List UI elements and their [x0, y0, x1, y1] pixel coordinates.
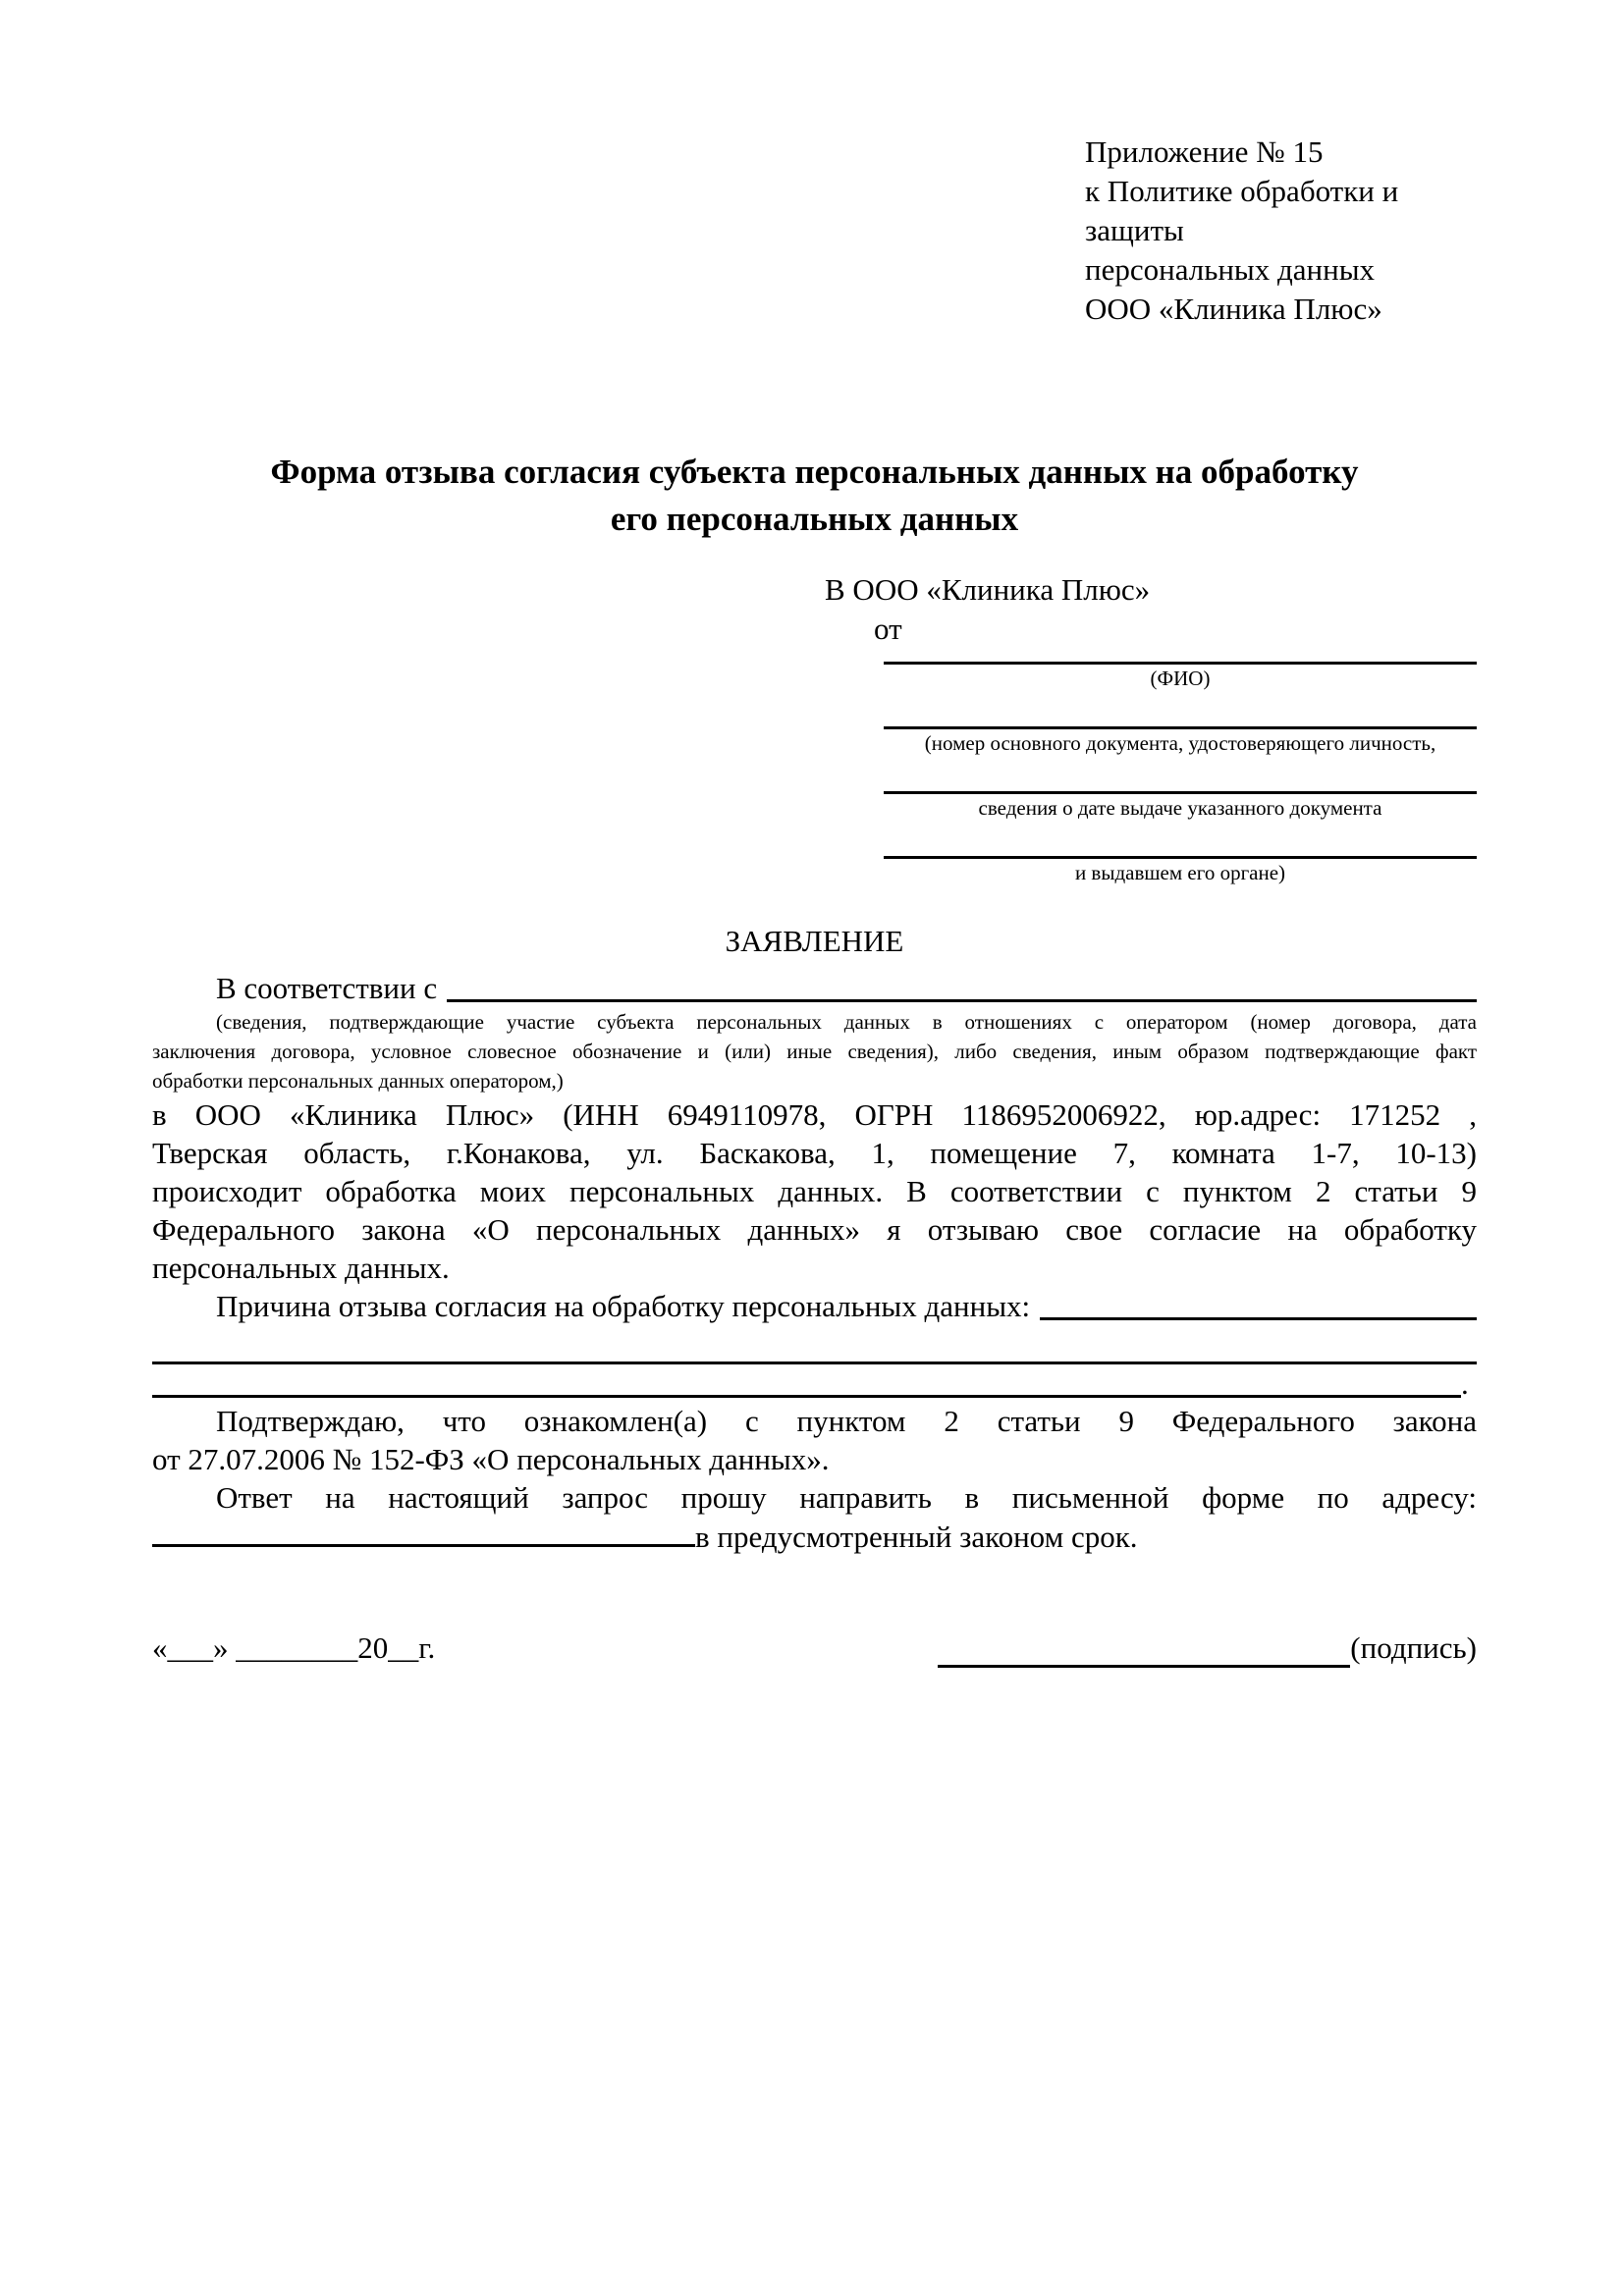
reason-blank-line-3 [152, 1364, 1477, 1401]
body-line-4: Федерального закона «О персональных данных» я отзываю свое согласие на обработку [152, 1212, 1477, 1247]
reason-prefix: Причина отзыва согласия на обработку персональных данных: [216, 1289, 1031, 1323]
issue-date-blank-line [884, 778, 1477, 794]
body-line-5: персональных данных. [152, 1251, 450, 1285]
statement-heading: ЗАЯВЛЕНИЕ [725, 924, 904, 958]
intro-row [152, 969, 1477, 1007]
appendix-header-line-2: к Политике обработки и защиты [1085, 174, 1399, 247]
document-title-line-1: Форма отзыва согласия субъекта персональных данных на обработку [270, 453, 1359, 491]
reply-line-2 [152, 1517, 1477, 1556]
reason-blank-line [1040, 1317, 1477, 1320]
appendix-header [1085, 133, 1477, 329]
footnote-line-2: заключения договора, условное словесное обозначение и (или) иные сведения), либо сведения, иным образом подтверждающие факт [152, 1040, 1477, 1063]
footnote-line-3: обработки персональных данных оператором,) [152, 1069, 564, 1093]
issue-date-field-label: сведения о дате выдаче указанного документа [978, 796, 1382, 820]
reason-row [152, 1287, 1477, 1325]
addressee-block [673, 570, 1477, 886]
signature-area [938, 1629, 1477, 1668]
document-title-line-2: его персональных данных [610, 500, 1019, 538]
date-blank: «___» ________20__г. [152, 1630, 436, 1665]
body-line-3: происходит обработка моих персональных данных. В соответствии с пунктом 2 статьи 9 [152, 1174, 1477, 1208]
reason-blank-line-2 [152, 1325, 1477, 1364]
document-title [152, 449, 1477, 543]
statement-body [152, 1095, 1477, 1287]
document-number-field [884, 714, 1477, 757]
intro-prefix: В соответствии с [216, 971, 438, 1005]
signature-blank-line [938, 1637, 1350, 1668]
confirmation-line-1: Подтверждаю, что ознакомлен(а) с пунктом 2 статьи 9 Федерального закона [216, 1404, 1477, 1438]
appendix-header-line-1: Приложение № 15 [1085, 134, 1324, 169]
body-line-1: в ООО «Клиника Плюс» (ИНН 6949110978, ОГРН 1186952006922, юр.адрес: 171252 , [152, 1097, 1477, 1132]
issuing-authority-field-label: и выдавшем его органе) [1074, 861, 1286, 884]
reply-paragraph [152, 1478, 1477, 1556]
reply-line-1: Ответ на настоящий запрос прошу направить в письменной форме по адресу: [216, 1480, 1477, 1515]
fio-field [884, 649, 1477, 692]
confirmation-line-2: от 27.07.2006 № 152-ФЗ «О персональных данных». [152, 1442, 830, 1476]
issuing-authority-field [884, 843, 1477, 886]
fio-blank-line [884, 649, 1477, 665]
reply-address-blank-line [152, 1517, 695, 1547]
footnote [152, 1007, 1477, 1095]
issue-date-field [884, 778, 1477, 822]
signature-row [152, 1629, 1477, 1668]
issuing-authority-blank-line [884, 843, 1477, 859]
addressee-to: В ООО «Клиника Плюс» [825, 572, 1151, 607]
blank-line-terminator: . [1461, 1366, 1469, 1401]
intro-blank-line [447, 999, 1477, 1002]
signature-label: (подпись) [1350, 1630, 1477, 1665]
fio-field-label: (ФИО) [1150, 667, 1211, 690]
appendix-header-line-3: персональных данных [1085, 252, 1376, 287]
addressee-from: от [874, 612, 902, 646]
confirmation-paragraph [152, 1402, 1477, 1478]
appendix-header-line-4: ООО «Клиника Плюс» [1085, 292, 1382, 326]
reply-line-2-suffix: в предусмотренный законом срок. [695, 1520, 1138, 1554]
reason-blank-line-3-rule [152, 1367, 1461, 1398]
footnote-line-1: (сведения, подтверждающие участие субъекта персональных данных в отношениях с оператором (номер договора, дата [216, 1010, 1477, 1034]
document-number-blank-line [884, 714, 1477, 729]
document-number-field-label: (номер основного документа, удостоверяющего личность, [924, 731, 1436, 755]
body-line-2: Тверская область, г.Конакова, ул. Баскакова, 1, помещение 7, комната 1-7, 10-13) [152, 1136, 1477, 1170]
